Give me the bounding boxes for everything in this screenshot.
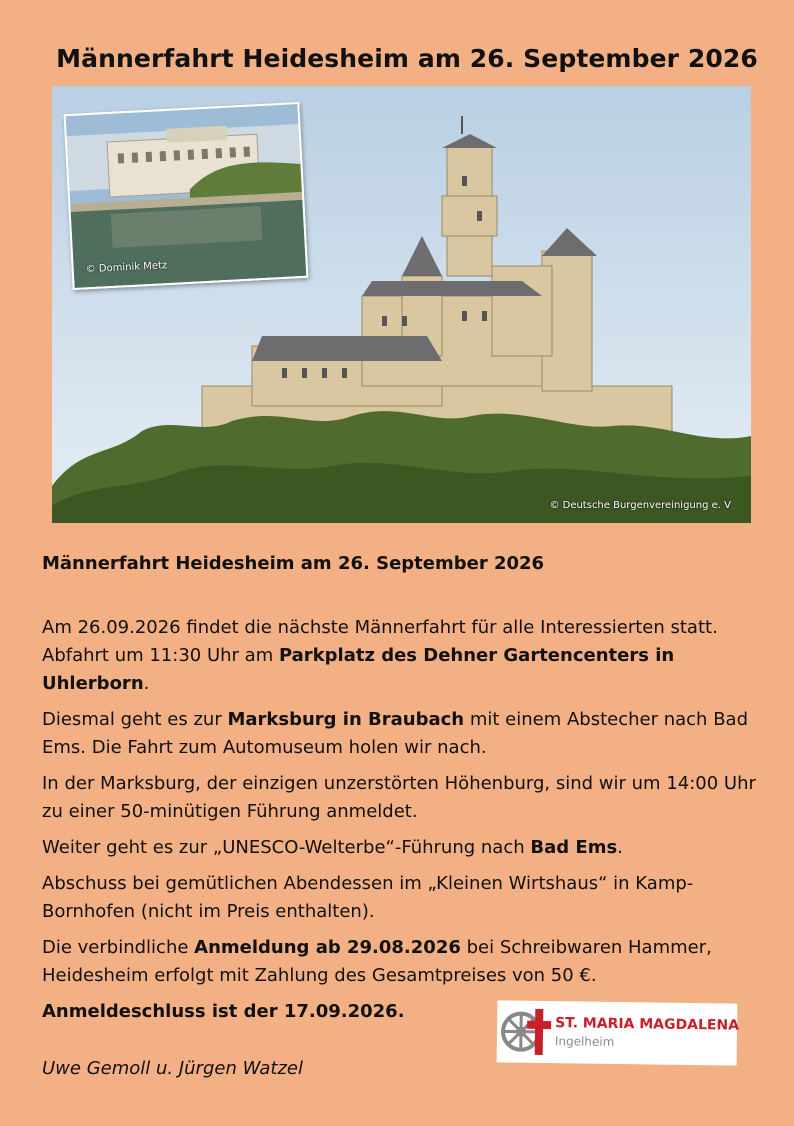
registration-date: Anmeldung ab 29.08.2026 xyxy=(194,937,461,958)
wheel-cross-icon xyxy=(499,1004,554,1059)
signature: Uwe Gemoll u. Jürgen Watzel xyxy=(42,1058,304,1079)
paragraph-destination xyxy=(42,706,762,762)
destination: Marksburg in Braubach xyxy=(227,709,465,730)
paragraph-unesco xyxy=(42,834,762,862)
text-segment: Diesmal geht es zur xyxy=(42,709,228,730)
text-segment: Weiter geht es zur „UNESCO-Welterbe“-Führung nach xyxy=(42,837,531,858)
paragraph-dinner: Abschuss bei gemütlichen Abendessen im „Kleinen Wirtshaus“ in Kamp-Bornhofen (nicht im Preis enthalten). xyxy=(42,873,694,922)
main-photo-credit: © Deutsche Burgenvereinigung e. V xyxy=(549,500,731,511)
registration-deadline: Anmeldeschluss ist der 17.09.2026. xyxy=(42,1001,405,1022)
paragraph-registration xyxy=(42,934,762,990)
text-segment: mit einem Abstecher nach Bad Ems. Die Fahrt zum Automuseum holen wir nach. xyxy=(42,709,748,758)
text-segment: Die verbindliche xyxy=(42,937,195,958)
bad-ems: Bad Ems xyxy=(530,837,618,858)
bad-ems-inset-photo xyxy=(64,102,309,290)
text-segment: bei Schreibwaren Hammer, Heidesheim erfolgt mit Zahlung des Gesamtpreises von 50 €. xyxy=(42,937,712,986)
inset-photo-credit: © Dominik Metz xyxy=(85,260,168,276)
text-segment: Am 26.09.2026 findet die nächste Männerfahrt für alle Interessierten statt. Abfahrt um 11:30 Uhr am xyxy=(42,617,718,666)
text-segment: . xyxy=(617,837,623,858)
logo-city: Ingelheim xyxy=(554,1034,615,1049)
text-segment: . xyxy=(143,673,150,694)
logo-name: ST. MARIA MAGDALENA xyxy=(555,1015,740,1034)
announcement-body xyxy=(42,550,762,1034)
paragraph-tour: In der Marksburg, der einzigen unzerstörten Höhenburg, sind wir um 14:00 Uhr zu einer 50-minütigen Führung anmeldet. xyxy=(42,773,756,822)
page-title: Männerfahrt Heidesheim am 26. September 2026 xyxy=(56,44,758,73)
subheading: Männerfahrt Heidesheim am 26. September 2026 xyxy=(42,553,545,574)
departure-location: Parkplatz des Dehner Gartencenters in Uhlerborn xyxy=(42,645,675,694)
paragraph-departure xyxy=(42,614,762,698)
parish-logo xyxy=(497,1000,738,1065)
